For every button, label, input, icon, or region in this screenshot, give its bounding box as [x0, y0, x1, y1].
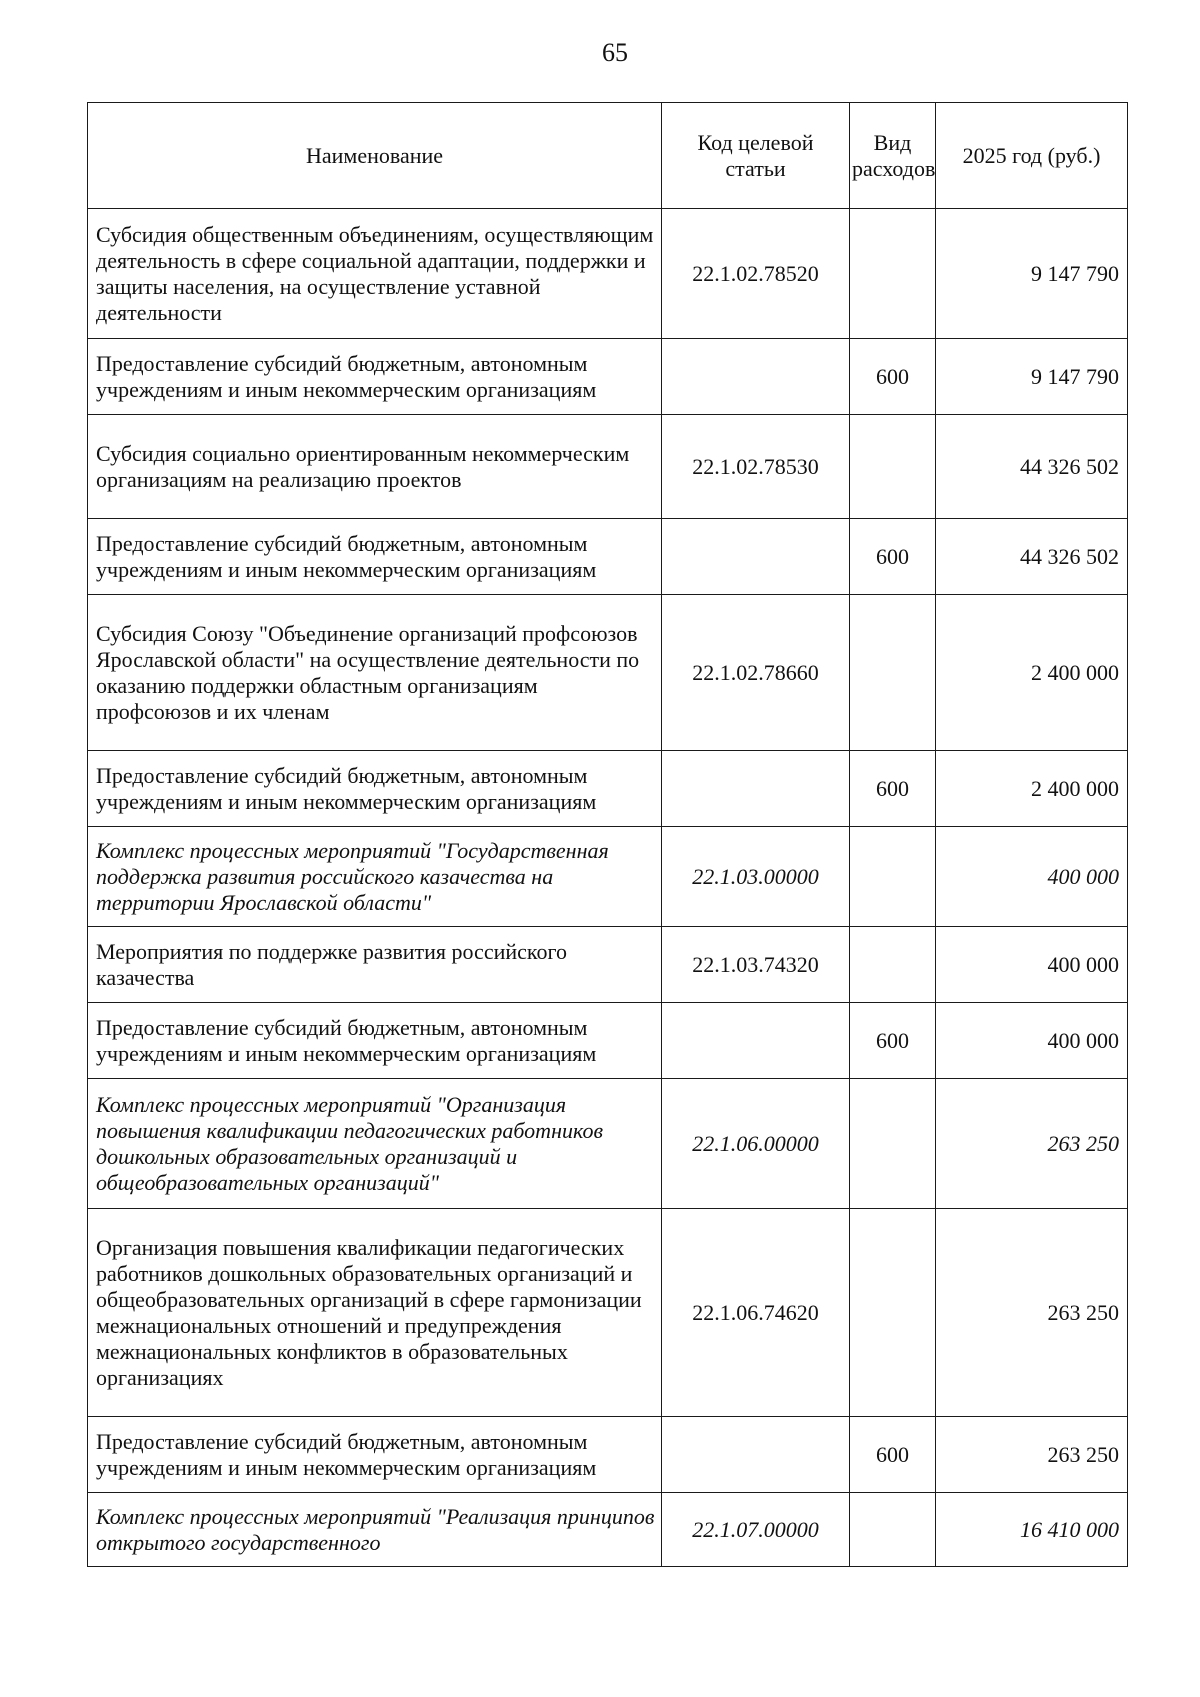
cell-name: Предоставление субсидий бюджетным, автономным учреждениям и иным некоммерческим организациям: [88, 339, 662, 415]
cell-name: Комплекс процессных мероприятий "Организация повышения квалификации педагогических работников дошкольных образовательных организаций и общеобразовательных организаций": [88, 1079, 662, 1209]
cell-sum: 9 147 790: [936, 339, 1128, 415]
table-row: [88, 827, 1128, 927]
cell-code: [662, 1417, 850, 1493]
cell-name: Комплекс процессных мероприятий "Государственная поддержка развития российского казачества на территории Ярославской области": [88, 827, 662, 927]
table-row: [88, 751, 1128, 827]
budget-table: [87, 102, 1128, 1567]
cell-name: Субсидия Союзу "Объединение организаций профсоюзов Ярославской области" на осуществление деятельности по оказанию поддержки областным организациям профсоюзов и их членам: [88, 595, 662, 751]
table-row: [88, 595, 1128, 751]
table-header-row: [88, 103, 1128, 209]
cell-name: Предоставление субсидий бюджетным, автономным учреждениям и иным некоммерческим организациям: [88, 1417, 662, 1493]
table-row: [88, 1493, 1128, 1567]
cell-sum: 263 250: [936, 1079, 1128, 1209]
table-row: [88, 1209, 1128, 1417]
cell-kind: [850, 927, 936, 1003]
header-code: Код целевой статьи: [662, 103, 850, 209]
cell-code: 22.1.03.00000: [662, 827, 850, 927]
cell-name: Предоставление субсидий бюджетным, автономным учреждениям и иным некоммерческим организациям: [88, 751, 662, 827]
cell-sum: 9 147 790: [936, 209, 1128, 339]
cell-sum: 400 000: [936, 1003, 1128, 1079]
cell-sum: 400 000: [936, 927, 1128, 1003]
cell-kind: [850, 415, 936, 519]
page-number: 65: [602, 38, 628, 67]
cell-sum: 44 326 502: [936, 519, 1128, 595]
cell-sum: 400 000: [936, 827, 1128, 927]
cell-name: Предоставление субсидий бюджетным, автономным учреждениям и иным некоммерческим организациям: [88, 519, 662, 595]
cell-code: [662, 339, 850, 415]
cell-sum: 2 400 000: [936, 595, 1128, 751]
cell-sum: 44 326 502: [936, 415, 1128, 519]
cell-name: Субсидия общественным объединениям, осуществляющим деятельность в сфере социальной адаптации, поддержки и защиты населения, на осуществление уставной деятельности: [88, 209, 662, 339]
cell-kind: [850, 827, 936, 927]
header-name: Наименование: [88, 103, 662, 209]
cell-name: Предоставление субсидий бюджетным, автономным учреждениям и иным некоммерческим организациям: [88, 1003, 662, 1079]
cell-name: Субсидия социально ориентированным некоммерческим организациям на реализацию проектов: [88, 415, 662, 519]
cell-code: 22.1.07.00000: [662, 1493, 850, 1567]
cell-name: Комплекс процессных мероприятий "Реализация принципов открытого государственного: [88, 1493, 662, 1567]
header-kind: Вид расходов: [850, 103, 936, 209]
header-sum: 2025 год (руб.): [936, 103, 1128, 209]
cell-code: [662, 1003, 850, 1079]
cell-name: Организация повышения квалификации педагогических работников дошкольных образовательных организаций и общеобразовательных организаций в сфере гармонизации межнациональных отношений и предупреждения межнациональных конфликтов в образовательных организациях: [88, 1209, 662, 1417]
table-row: [88, 927, 1128, 1003]
cell-code: 22.1.02.78530: [662, 415, 850, 519]
cell-code: [662, 751, 850, 827]
cell-kind: [850, 1493, 936, 1567]
cell-sum: 263 250: [936, 1209, 1128, 1417]
cell-code: [662, 519, 850, 595]
cell-code: 22.1.03.74320: [662, 927, 850, 1003]
cell-sum: 2 400 000: [936, 751, 1128, 827]
cell-kind: 600: [850, 1003, 936, 1079]
cell-name: Мероприятия по поддержке развития российского казачества: [88, 927, 662, 1003]
table-row: [88, 339, 1128, 415]
cell-code: 22.1.06.00000: [662, 1079, 850, 1209]
cell-kind: [850, 209, 936, 339]
cell-code: 22.1.06.74620: [662, 1209, 850, 1417]
cell-kind: 600: [850, 519, 936, 595]
cell-kind: 600: [850, 751, 936, 827]
table-row: [88, 1417, 1128, 1493]
table-row: [88, 209, 1128, 339]
cell-code: 22.1.02.78520: [662, 209, 850, 339]
table-row: [88, 1003, 1128, 1079]
cell-kind: 600: [850, 1417, 936, 1493]
cell-kind: [850, 1079, 936, 1209]
cell-sum: 263 250: [936, 1417, 1128, 1493]
cell-code: 22.1.02.78660: [662, 595, 850, 751]
cell-kind: [850, 1209, 936, 1417]
cell-kind: 600: [850, 339, 936, 415]
cell-kind: [850, 595, 936, 751]
cell-sum: 16 410 000: [936, 1493, 1128, 1567]
table-row: [88, 1079, 1128, 1209]
table-row: [88, 519, 1128, 595]
table-row: [88, 415, 1128, 519]
